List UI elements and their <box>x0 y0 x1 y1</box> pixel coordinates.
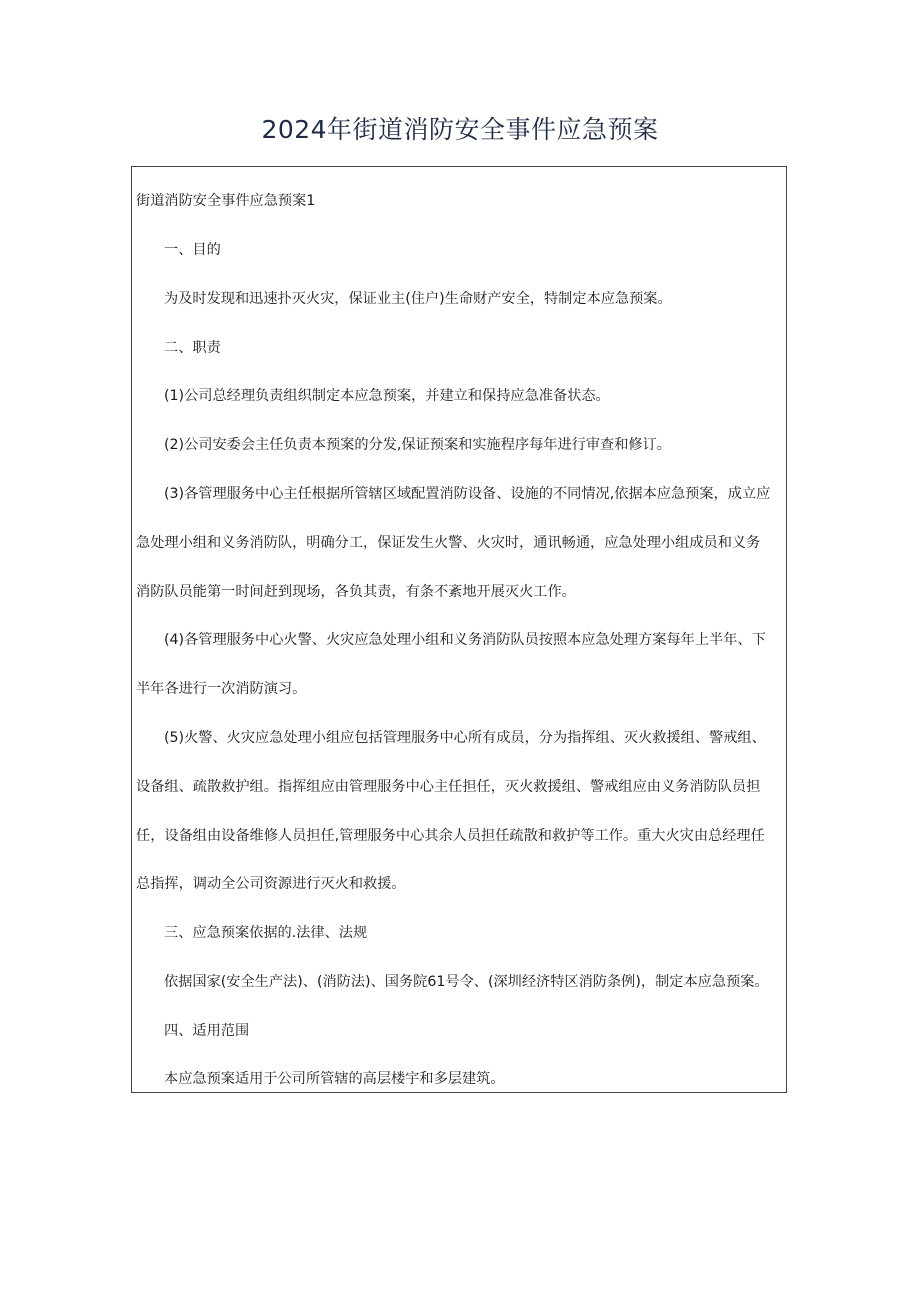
paragraph-duty-4-line-1: (4)各管理服务中心火警、火灾应急处理小组和义务消防队员按照本应急处理方案每年上半年、下 <box>164 632 766 648</box>
heading-purpose: 一、目的 <box>164 242 221 258</box>
heading-scope: 四、适用范围 <box>164 1023 250 1039</box>
paragraph-purpose: 为及时发现和迅速扑灭火灾，保证业主(住户)生命财产安全，特制定本应急预案。 <box>164 291 672 307</box>
paragraph-duty-5-line-1: (5)火警、火灾应急处理小组应包括管理服务中心所有成员，分为指挥组、灭火救援组、警戒组、 <box>164 730 766 746</box>
paragraph-scope: 本应急预案适用于公司所管辖的高层楼宇和多层建筑。 <box>164 1071 505 1087</box>
paragraph-duty-3-line-1: (3)各管理服务中心主任根据所管辖区域配置消防设备、设施的不同情况,依据本应急预案，成立应 <box>164 486 771 502</box>
heading-duties: 二、职责 <box>164 340 221 356</box>
paragraph-duty-5-line-2: 设备组、疏散救护组。指挥组应由管理服务中心主任担任，灭火救援组、警戒组应由义务消防队员担 <box>136 779 761 795</box>
paragraph-duty-3-line-3: 消防队员能第一时间赶到现场，各负其责，有条不紊地开展灭火工作。 <box>136 584 576 600</box>
section-heading: 街道消防安全事件应急预案1 <box>136 193 316 209</box>
paragraph-duty-5-line-4: 总指挥，调动全公司资源进行灭火和救援。 <box>136 876 406 892</box>
paragraph-duty-5-line-3: 任，设备组由设备维修人员担任,管理服务中心其余人员担任疏散和救护等工作。重大火灾由总经理任 <box>136 828 765 844</box>
paragraph-duty-2: (2)公司安委会主任负责本预案的分发,保证预案和实施程序每年进行审查和修订。 <box>164 437 671 453</box>
paragraph-duty-3-line-2: 急处理小组和义务消防队，明确分工，保证发生火警、火灾时，通讯畅通，应急处理小组成员和义务 <box>136 535 761 551</box>
document-title: 2024年街道消防安全事件应急预案 <box>261 115 659 144</box>
paragraph-duty-1: (1)公司总经理负责组织制定本应急预案，并建立和保持应急准备状态。 <box>164 388 610 404</box>
paragraph-legal-basis: 依据国家(安全生产法)、(消防法)、国务院61号令、(深圳经济特区消防条例)，制定本应急预案。 <box>164 974 769 990</box>
heading-legal-basis: 三、应急预案依据的.法律、法规 <box>164 925 368 941</box>
paragraph-duty-4-line-2: 半年各进行一次消防演习。 <box>136 681 307 697</box>
content-box <box>131 166 787 1093</box>
